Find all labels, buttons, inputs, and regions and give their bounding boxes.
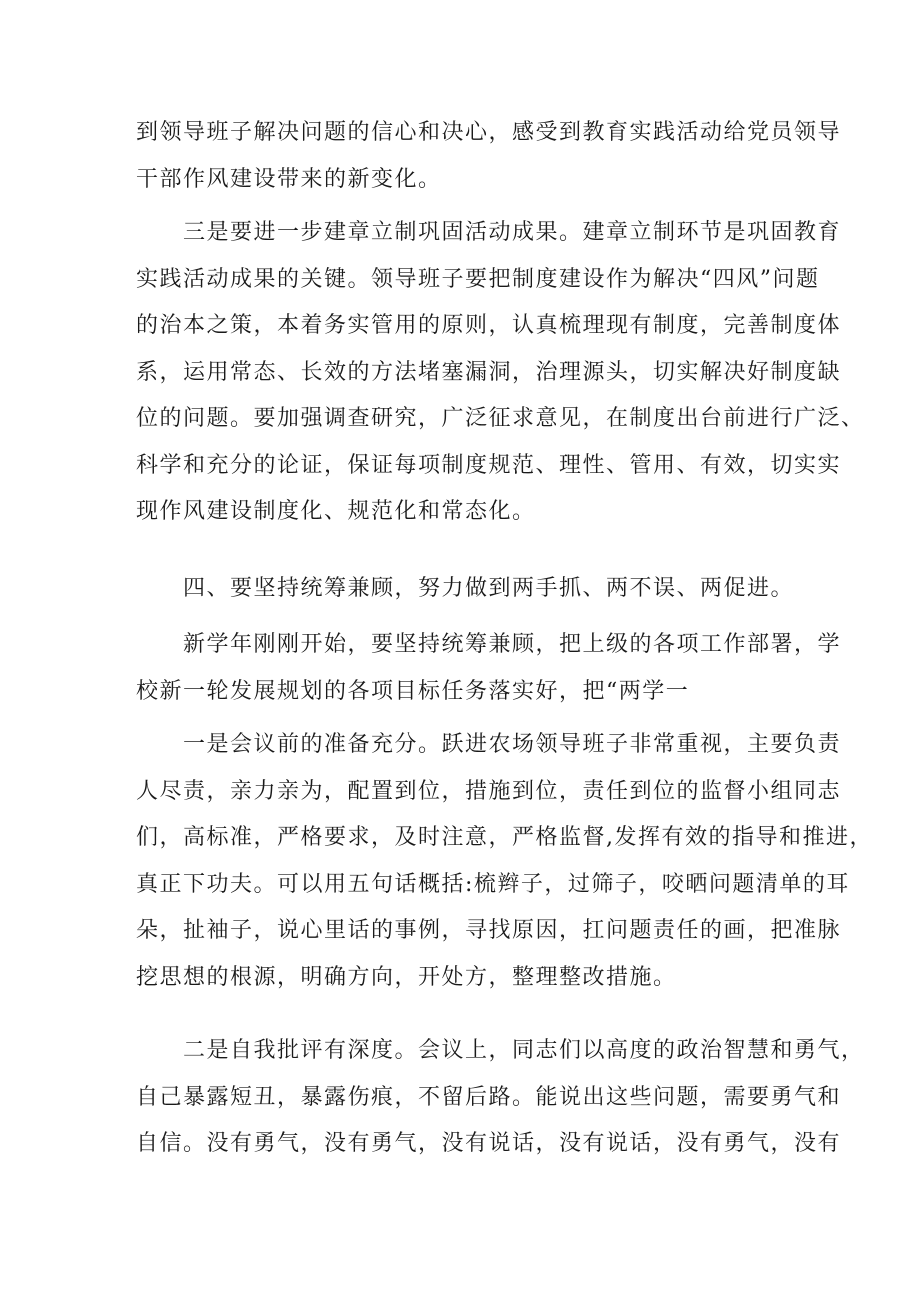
paragraph-6	[136, 1028, 865, 1168]
text-line: 真正下功夫。可以用五句话概括:梳辫子，过筛子，咬晒问题清单的耳	[136, 871, 850, 897]
paragraph-4	[136, 622, 842, 715]
text-line: 现作风建设制度化、规范化和常态化。	[136, 499, 536, 524]
text-line: 自己暴露短丑，暴露伤痕，不留后路。能说出这些问题，需要勇气和	[136, 1084, 842, 1110]
text-line: 的治本之策，本着务实管用的原则，认真梳理现有制度，完善制度体	[136, 313, 842, 338]
text-line: 位的问题。要加强调查研究，广泛征求意见，在制度出台前进行广泛、	[136, 406, 865, 431]
text-line: 新学年刚刚开始，要坚持统筹兼顾，把上级的各项工作部署，学	[136, 632, 842, 657]
section-heading: 四、要坚持统筹兼顾，努力做到两手抓、两不误、两促进。	[136, 576, 795, 601]
text-line: 人尽责，亲力亲为，配置到位，措施到位，责任到位的监督小组同志	[136, 778, 842, 804]
text-line: 科学和充分的论证，保证每项制度规范、理性、管用、有效，切实实	[136, 452, 842, 478]
text-line: 朵，扯袖子，说心里话的事例，寻找原因，扛问题责任的画，把准脉	[136, 918, 842, 943]
text-line: 们，高标准，严格要求，及时注意，严格监督,发挥有效的指导和推进，	[136, 825, 873, 850]
text-line: 校新一轮发展规划的各项目标任务落实好，把“两学一	[136, 678, 690, 704]
text-line: 自信。没有勇气，没有勇气，没有说话，没有说话，没有勇气，没有	[136, 1131, 842, 1156]
paragraph-2	[136, 210, 865, 536]
text-line: 实践活动成果的关键。领导班子要把制度建设作为解决“四风”问题	[136, 266, 820, 292]
paragraph-1	[136, 110, 842, 203]
text-line: 挖思想的根源，明确方向，开处方，整理整改措施。	[136, 964, 677, 990]
text-line: 到领导班子解决问题的信心和决心，感受到教育实践活动给党员领导	[136, 120, 842, 145]
text-line: 干部作风建设带来的新变化。	[136, 166, 442, 192]
text-line: 二是自我批评有深度。会议上，同志们以高度的政治智慧和勇气，	[136, 1038, 865, 1063]
text-line: 系，运用常态、长效的方法堵塞漏洞，治理源头，切实解决好制度缺	[136, 359, 842, 385]
text-line: 一是会议前的准备充分。跃进农场领导班子非常重视，主要负责	[136, 732, 842, 757]
text-line: 三是要进一步建章立制巩固活动成果。建章立制环节是巩固教育	[136, 220, 842, 245]
paragraph-5	[136, 722, 873, 1001]
paragraph-3-heading	[136, 566, 796, 613]
